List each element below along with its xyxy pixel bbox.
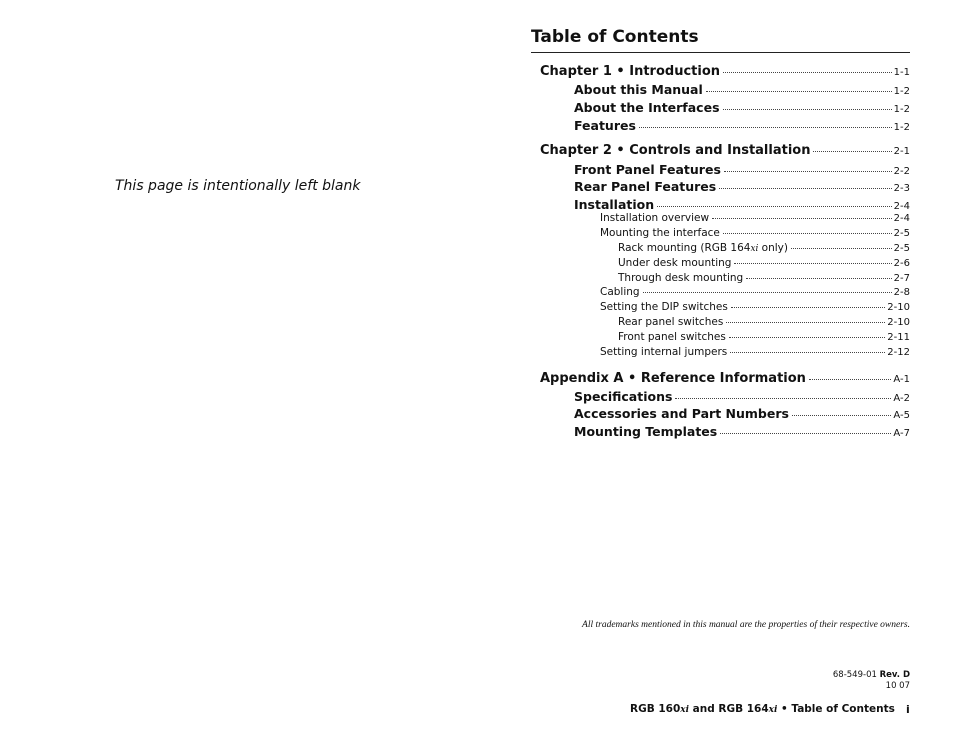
toc-dot-leader (746, 278, 891, 279)
footer-section: • Table of Contents (777, 703, 895, 715)
toc-dot-leader (809, 379, 891, 380)
toc-entry (574, 197, 910, 212)
toc-entry-title: Features (574, 118, 636, 133)
toc-dot-leader (723, 233, 892, 234)
toc-dot-leader (719, 188, 891, 189)
toc-entry (574, 424, 910, 439)
toc-entry-title: Appendix A • Reference Information (540, 371, 806, 386)
toc-entry (600, 346, 910, 358)
toc-entry-title: Front panel switches (618, 331, 726, 343)
toc-entry (600, 227, 910, 239)
toc-entry-page: 2-4 (893, 201, 910, 212)
doc-revision: Rev. D (879, 670, 910, 680)
toc-entry-page: 2-10 (887, 302, 910, 313)
page-number: i (906, 703, 910, 716)
footer-xi-2: xi (768, 705, 778, 715)
toc-entry-title: Under desk mounting (618, 257, 732, 269)
doc-number: 68-549-01 (832, 670, 877, 680)
toc-dot-leader (639, 127, 892, 128)
toc-entry-page: A-1 (893, 374, 910, 385)
toc-entry (540, 143, 910, 158)
toc-entry-page: 2-1 (893, 146, 910, 157)
toc-entry-title: Chapter 1 • Introduction (540, 64, 721, 79)
toc-dot-leader (723, 109, 892, 110)
footer-model-2: and RGB 164 (688, 703, 769, 715)
toc-entry (574, 162, 910, 177)
toc-entry (574, 100, 910, 115)
toc-entry-page: 1-2 (893, 104, 910, 115)
trademark-note: All trademarks mentioned in this manual are the properties of their respective owners. (582, 620, 910, 630)
toc-entry-page: 2-12 (887, 347, 910, 358)
toc-entry (540, 64, 910, 79)
toc-entry (618, 272, 910, 284)
toc-entry-title: Accessories and Part Numbers (574, 406, 789, 421)
toc-title: Table of Contents (531, 27, 699, 47)
toc-entry (618, 242, 910, 254)
toc-entry-title: Cabling (600, 286, 640, 298)
toc-dot-leader (731, 307, 885, 308)
blank-page-note: This page is intentionally left blank (115, 178, 361, 194)
toc-entry-page: A-7 (893, 428, 910, 439)
toc-dot-leader (792, 415, 891, 416)
toc-entry (618, 316, 910, 328)
toc-entry-title: Front Panel Features (574, 162, 721, 177)
toc-entry (574, 406, 910, 421)
footer-xi-1: xi (680, 705, 689, 715)
toc-entry-title: Rear Panel Features (574, 179, 717, 194)
toc-entry-title: Setting internal jumpers (600, 346, 728, 358)
toc-entry-title: About the Interfaces (574, 100, 720, 115)
toc-entry (574, 389, 910, 404)
toc-dot-leader (730, 352, 885, 353)
toc-entry-page: 2-4 (893, 213, 910, 224)
toc-entry-title: Rack mounting (RGB 164xi only) (618, 242, 788, 254)
toc-entry (618, 331, 910, 343)
toc-entry-page: 1-2 (893, 86, 910, 97)
toc-entry (574, 118, 910, 133)
toc-entry-page: A-2 (893, 393, 910, 404)
toc-dot-leader (729, 337, 885, 338)
toc-dot-leader (813, 151, 891, 152)
toc-dot-leader (712, 218, 892, 219)
toc-entry-page: 2-7 (893, 273, 910, 284)
toc-dot-leader (657, 206, 892, 207)
toc-dot-leader (720, 433, 891, 434)
toc-dot-leader (643, 292, 892, 293)
footer-model-1: RGB 160 (630, 703, 681, 715)
toc-entry (600, 286, 910, 298)
toc-entry-page: 2-10 (887, 317, 910, 328)
toc-entry-title: Installation overview (600, 212, 710, 224)
toc-entry-page: 2-8 (893, 287, 910, 298)
toc-dot-leader (791, 248, 892, 249)
toc-entry (574, 82, 910, 97)
toc-entry (574, 179, 910, 194)
doc-date: 10 07 (885, 681, 910, 691)
toc-entry-title: Chapter 2 • Controls and Installation (540, 143, 811, 158)
toc-dot-leader (734, 263, 891, 264)
toc-dot-leader (726, 322, 885, 323)
toc-entry (618, 257, 910, 269)
toc-dot-leader (724, 171, 892, 172)
toc-entry-page: 2-5 (893, 228, 910, 239)
toc-entry-title: Rear panel switches (618, 316, 724, 328)
toc-dot-leader (723, 72, 892, 73)
toc-entry-page: 1-2 (893, 122, 910, 133)
toc-entry-page: 2-11 (887, 332, 910, 343)
toc-entry-title: Mounting the interface (600, 227, 720, 239)
toc-entry-page: 2-5 (893, 243, 910, 254)
toc-entry-title: Mounting Templates (574, 424, 718, 439)
toc-dot-leader (675, 398, 891, 399)
toc-entry-page: 2-2 (893, 166, 910, 177)
toc-entry-title: Setting the DIP switches (600, 301, 728, 313)
toc-entry-page: 2-3 (893, 183, 910, 194)
toc-entry-title: Through desk mounting (618, 272, 744, 284)
toc-entry-page: A-5 (893, 410, 910, 421)
toc-title-rule (531, 52, 910, 53)
toc-entry (600, 301, 910, 313)
toc-entry (600, 212, 910, 224)
toc-entry-page: 2-6 (893, 258, 910, 269)
toc-entry-title: Specifications (574, 389, 673, 404)
document-number (833, 670, 910, 692)
toc-entry (540, 371, 910, 386)
toc-dot-leader (706, 91, 892, 92)
toc-entry-title: Installation (574, 197, 655, 212)
toc-entry-page: 1-1 (893, 67, 910, 78)
toc-entry-title: About this Manual (574, 82, 703, 97)
page-footer (630, 703, 895, 715)
